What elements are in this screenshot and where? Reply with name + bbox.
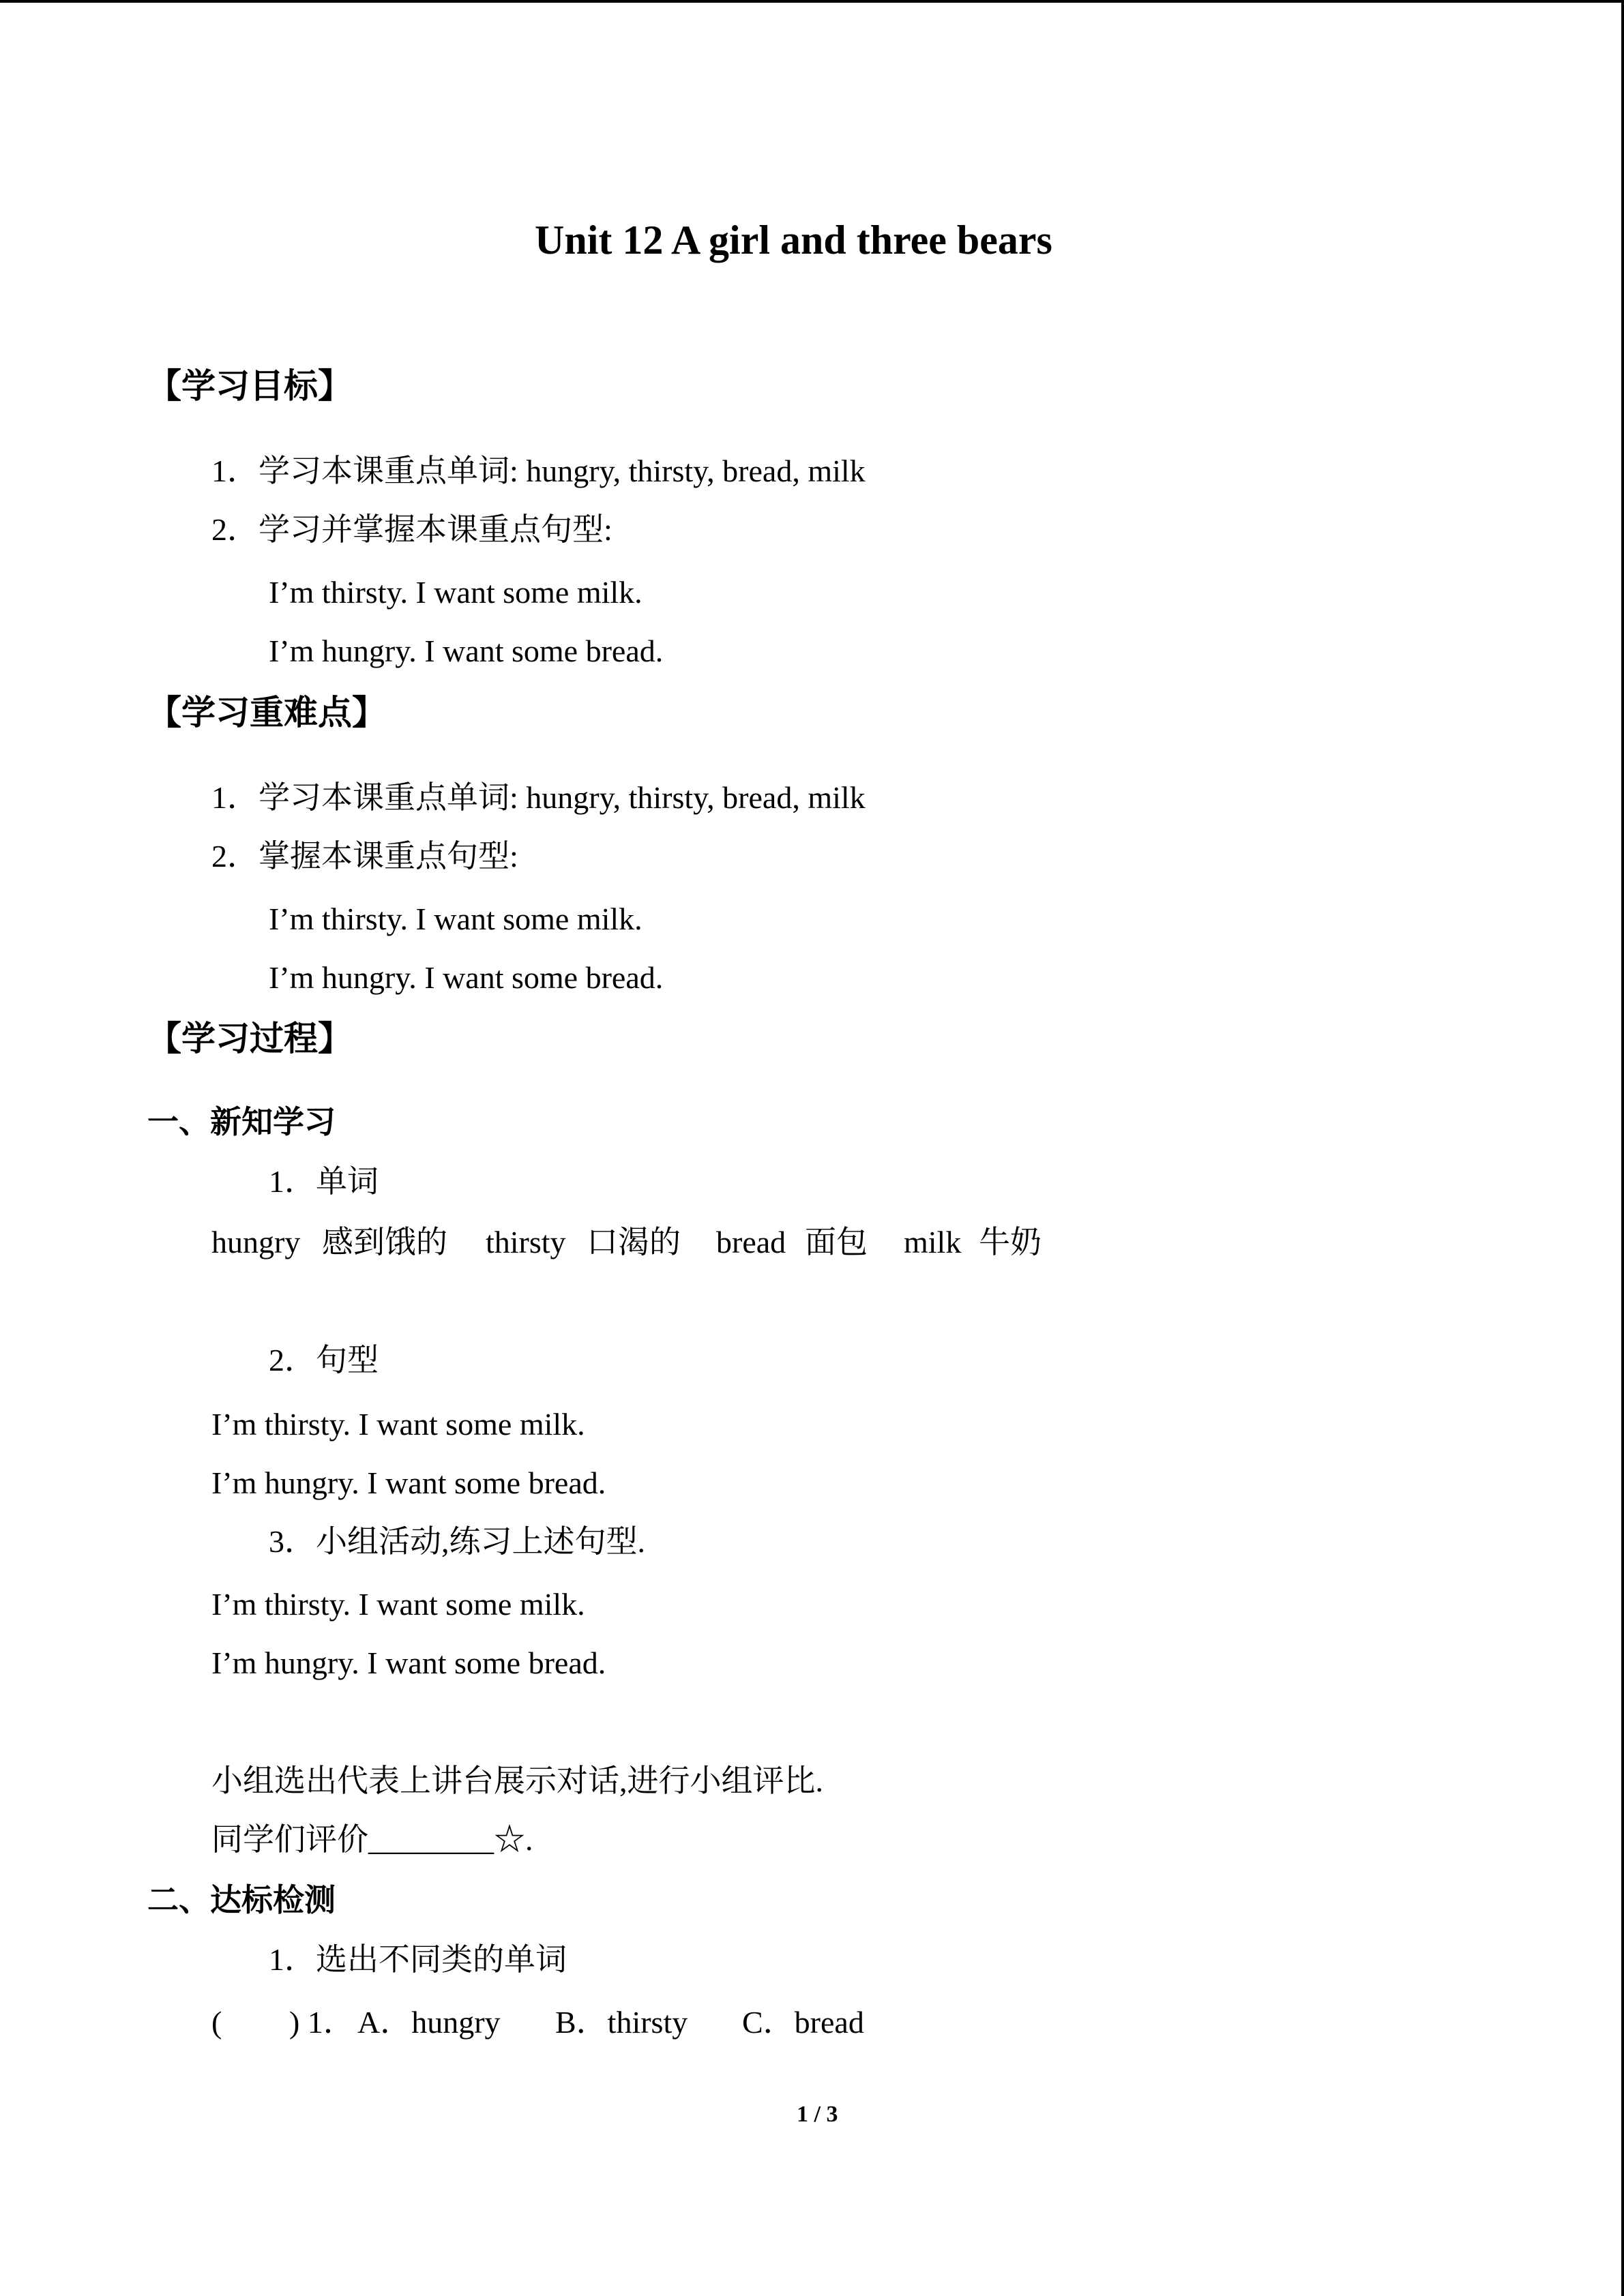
option-b: B．thirsty [555, 2005, 688, 2040]
answer-blank-open: ( [211, 2005, 222, 2040]
rating-line: 同学们评价________☆. [211, 1822, 533, 1857]
option-a: A．hungry [357, 2005, 501, 2040]
page-number: 1 / 3 [797, 2102, 838, 2127]
vocab-zh-thirsty: 口渴的 [587, 1225, 681, 1259]
page-border-top [0, 0, 1624, 3]
question-label: 1．选出不同类的单词 [269, 1942, 567, 1977]
part1-heading: 一、新知学习 [147, 1103, 336, 1140]
vocab-zh-hungry: 感到饿的 [322, 1225, 447, 1259]
activity-sentence-1: I’m thirsty. I want some milk. [211, 1587, 585, 1622]
pattern-sentence-2: I’m hungry. I want some bread. [211, 1465, 606, 1500]
key-point-sentence-1: I’m thirsty. I want some milk. [269, 901, 643, 936]
objective-item-2: 2．学习并掌握本课重点句型: [211, 512, 612, 547]
key-point-sentence-2: I’m hungry. I want some bread. [269, 960, 664, 995]
key-point-item-2: 2．掌握本课重点句型: [211, 839, 518, 874]
presentation-note: 小组选出代表上讲台展示对话,进行小组评比. [211, 1763, 823, 1798]
vocab-en-milk: milk [904, 1225, 962, 1259]
objective-sentence-1: I’m thirsty. I want some milk. [269, 575, 643, 610]
question-number: ) 1． [289, 2005, 355, 2040]
vocab-en-hungry: hungry [211, 1225, 301, 1259]
activity-label: 3．小组活动,练习上述句型. [269, 1524, 645, 1559]
key-point-item-1: 1．学习本课重点单词: hungry, thirsty, bread, milk [211, 780, 866, 815]
part2-heading: 二、达标检测 [147, 1881, 336, 1918]
pattern-label: 2．句型 [269, 1343, 379, 1377]
page-border-right [1621, 0, 1624, 2296]
vocab-zh-bread: 面包 [805, 1225, 868, 1259]
page-title: Unit 12 A girl and three bears [535, 218, 1052, 263]
vocab-label: 1．单词 [269, 1164, 379, 1199]
objective-sentence-2: I’m hungry. I want some bread. [269, 633, 664, 668]
vocab-en-bread: bread [716, 1225, 786, 1259]
vocab-en-thirsty: thirsty [486, 1225, 566, 1259]
objective-item-1: 1．学习本课重点单词: hungry, thirsty, bread, milk [211, 453, 866, 488]
vocab-zh-milk: 牛奶 [979, 1225, 1042, 1259]
objectives-heading: 【学习目标】 [147, 366, 352, 406]
key-points-heading: 【学习重难点】 [147, 693, 386, 732]
pattern-sentence-1: I’m thirsty. I want some milk. [211, 1407, 585, 1442]
activity-sentence-2: I’m hungry. I want some bread. [211, 1645, 606, 1680]
process-heading: 【学习过程】 [147, 1019, 352, 1058]
option-c: C．bread [742, 2005, 864, 2040]
